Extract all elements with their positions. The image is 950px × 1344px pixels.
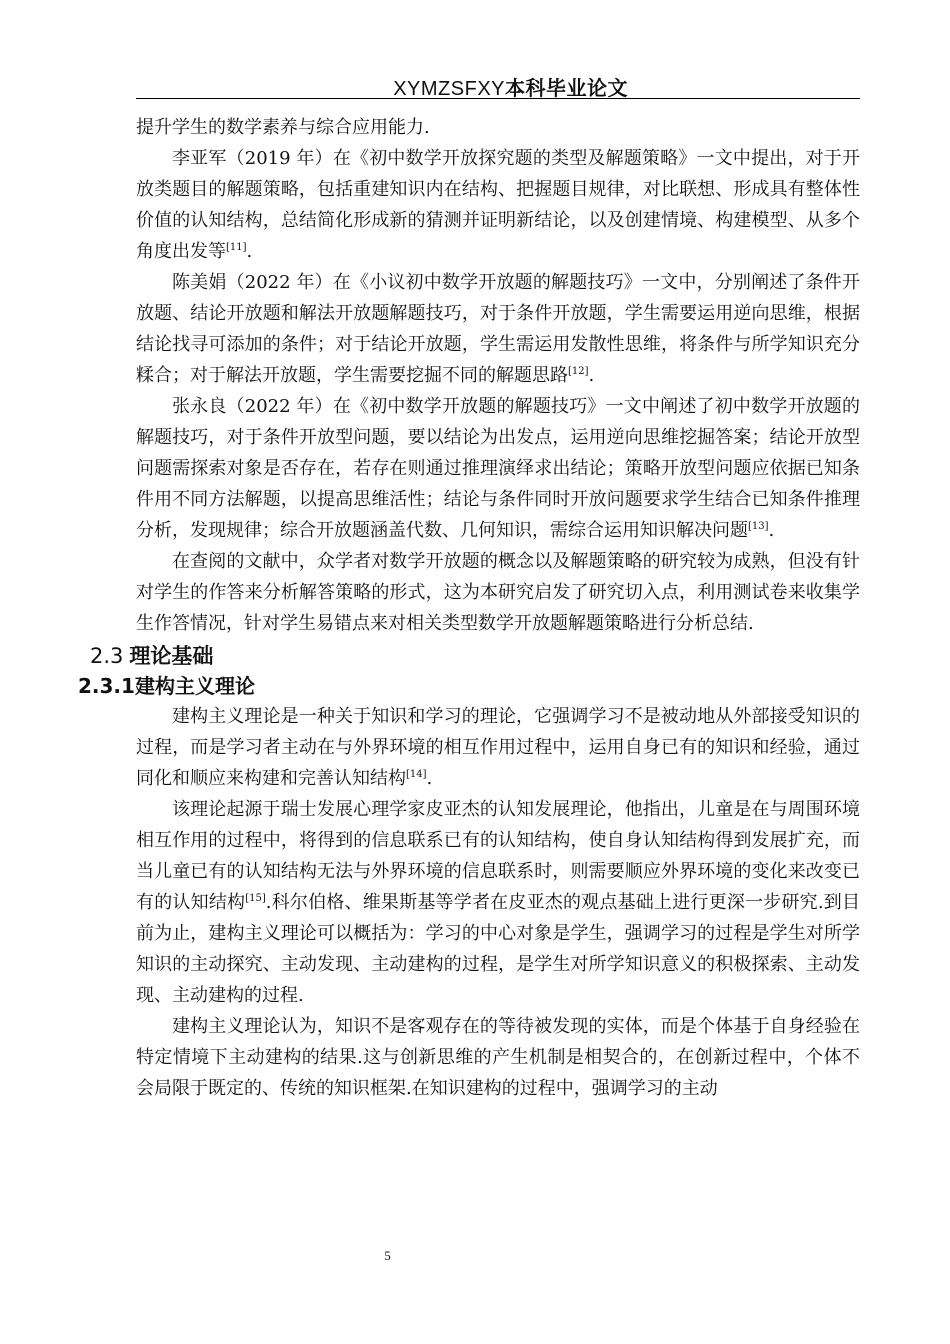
- section-number: 2.3: [90, 644, 124, 668]
- subsection-number: 2.3.1: [78, 674, 135, 698]
- paragraph-chen-meijuan: 陈美娟（2022 年）在《小议初中数学开放题的解题技巧》一文中，分别阐述了条件开放题、结论开放题和解法开放题解题技巧，对于条件开放题，学生需要运用逆向思维，根据结论找寻可添加的条件；对于结论开放题，学生需运用发散性思维，将条件与所学知识充分糅合；对于解法开放题，学生需要挖掘不同的解题思路[12].: [136, 272, 860, 386]
- subsection-title: 建构主义理论: [134, 674, 255, 698]
- body-content: [78, 112, 860, 1104]
- page-number: 5: [384, 1248, 391, 1263]
- page-header: [136, 70, 860, 99]
- citation-12: [12]: [568, 366, 589, 377]
- header-thesis-label: 本科毕业论文: [505, 78, 628, 100]
- citation-11: [11]: [226, 242, 247, 253]
- paragraph-constructivism-definition: 建构主义理论是一种关于知识和学习的理论，它强调学习不是被动地从外部接受知识的过程，而是学习者主动在与外界环境的相互作用过程中，运用自身已有的知识和经验，通过同化和顺应来构建和完善认知结构[14].: [136, 706, 860, 789]
- header-title: [393, 72, 628, 101]
- paragraph-continued: 提升学生的数学素养与综合应用能力.: [136, 117, 430, 138]
- header-code: XYMZSFXY: [393, 78, 505, 100]
- paragraph-zhang-yongliang: 张永良（2022 年）在《初中数学开放题的解题技巧》一文中阐述了初中数学开放题的解题技巧，对于条件开放型问题，要以结论为出发点，运用逆向思维挖掘答案；结论开放型问题需探索对象是否存在，若存在则通过推理演绎求出结论；策略开放型问题应依据已知条件用不同方法解题，以提高思维活性；结论与条件同时开放问题要求学生结合已知条件推理分析，发现规律；综合开放题涵盖代数、几何知识，需综合运用知识解决问题[13].: [136, 396, 860, 541]
- paragraph-constructivism-knowledge: 建构主义理论认为，知识不是客观存在的等待被发现的实体，而是个体基于自身经验在特定情境下主动建构的结果.这与创新思维的产生机制是相契合的，在创新过程中，个体不会局限于既定的、传统的知识框架.在知识建构的过程中，强调学习的主动: [136, 1016, 860, 1099]
- subsection-heading: [78, 671, 860, 701]
- paragraph-literature-summary: 在查阅的文献中，众学者对数学开放题的概念以及解题策略的研究较为成熟，但没有针对学生的作答来分析解答策略的形式，这为本研究启发了研究切入点，利用测试卷来收集学生作答情况，针对学生易错点来对相关类型数学开放题解题策略进行分析总结.: [136, 551, 860, 634]
- section-heading: [90, 641, 860, 671]
- paragraph-constructivism-origin: 该理论起源于瑞士发展心理学家皮亚杰的认知发展理论，他指出，儿童是在与周围环境相互作用的过程中，将得到的信息联系已有的认知结构，使自身认知结构得到发展扩充，而当儿童已有的认知结构无法与外界环境的信息联系时，则需要顺应外界环境的变化来改变已有的认知结构[15].科尔伯格、维果斯基等学者在皮亚杰的观点基础上进行更深一步研究.到目前为止，建构主义理论可以概括为：学习的中心对象是学生，强调学习的过程是学生对所学知识的主动探究、主动发现、主动建构的过程，是学生对所学知识意义的积极探索、主动发现、主动建构的过程.: [136, 799, 860, 1006]
- citation-15: [15]: [245, 893, 266, 904]
- paragraph-li-yajun: 李亚军（2019 年）在《初中数学开放探究题的类型及解题策略》一文中提出，对于开放类题目的解题策略，包括重建知识内在结构、把握题目规律，对比联想、形成具有整体性价值的认知结构，总结简化形成新的猜测并证明新结论，以及创建情境、构建模型、从多个角度出发等[11].: [136, 148, 860, 262]
- citation-13: [13]: [748, 521, 769, 532]
- citation-14: [14]: [406, 769, 427, 780]
- section-title: 理论基础: [129, 644, 214, 668]
